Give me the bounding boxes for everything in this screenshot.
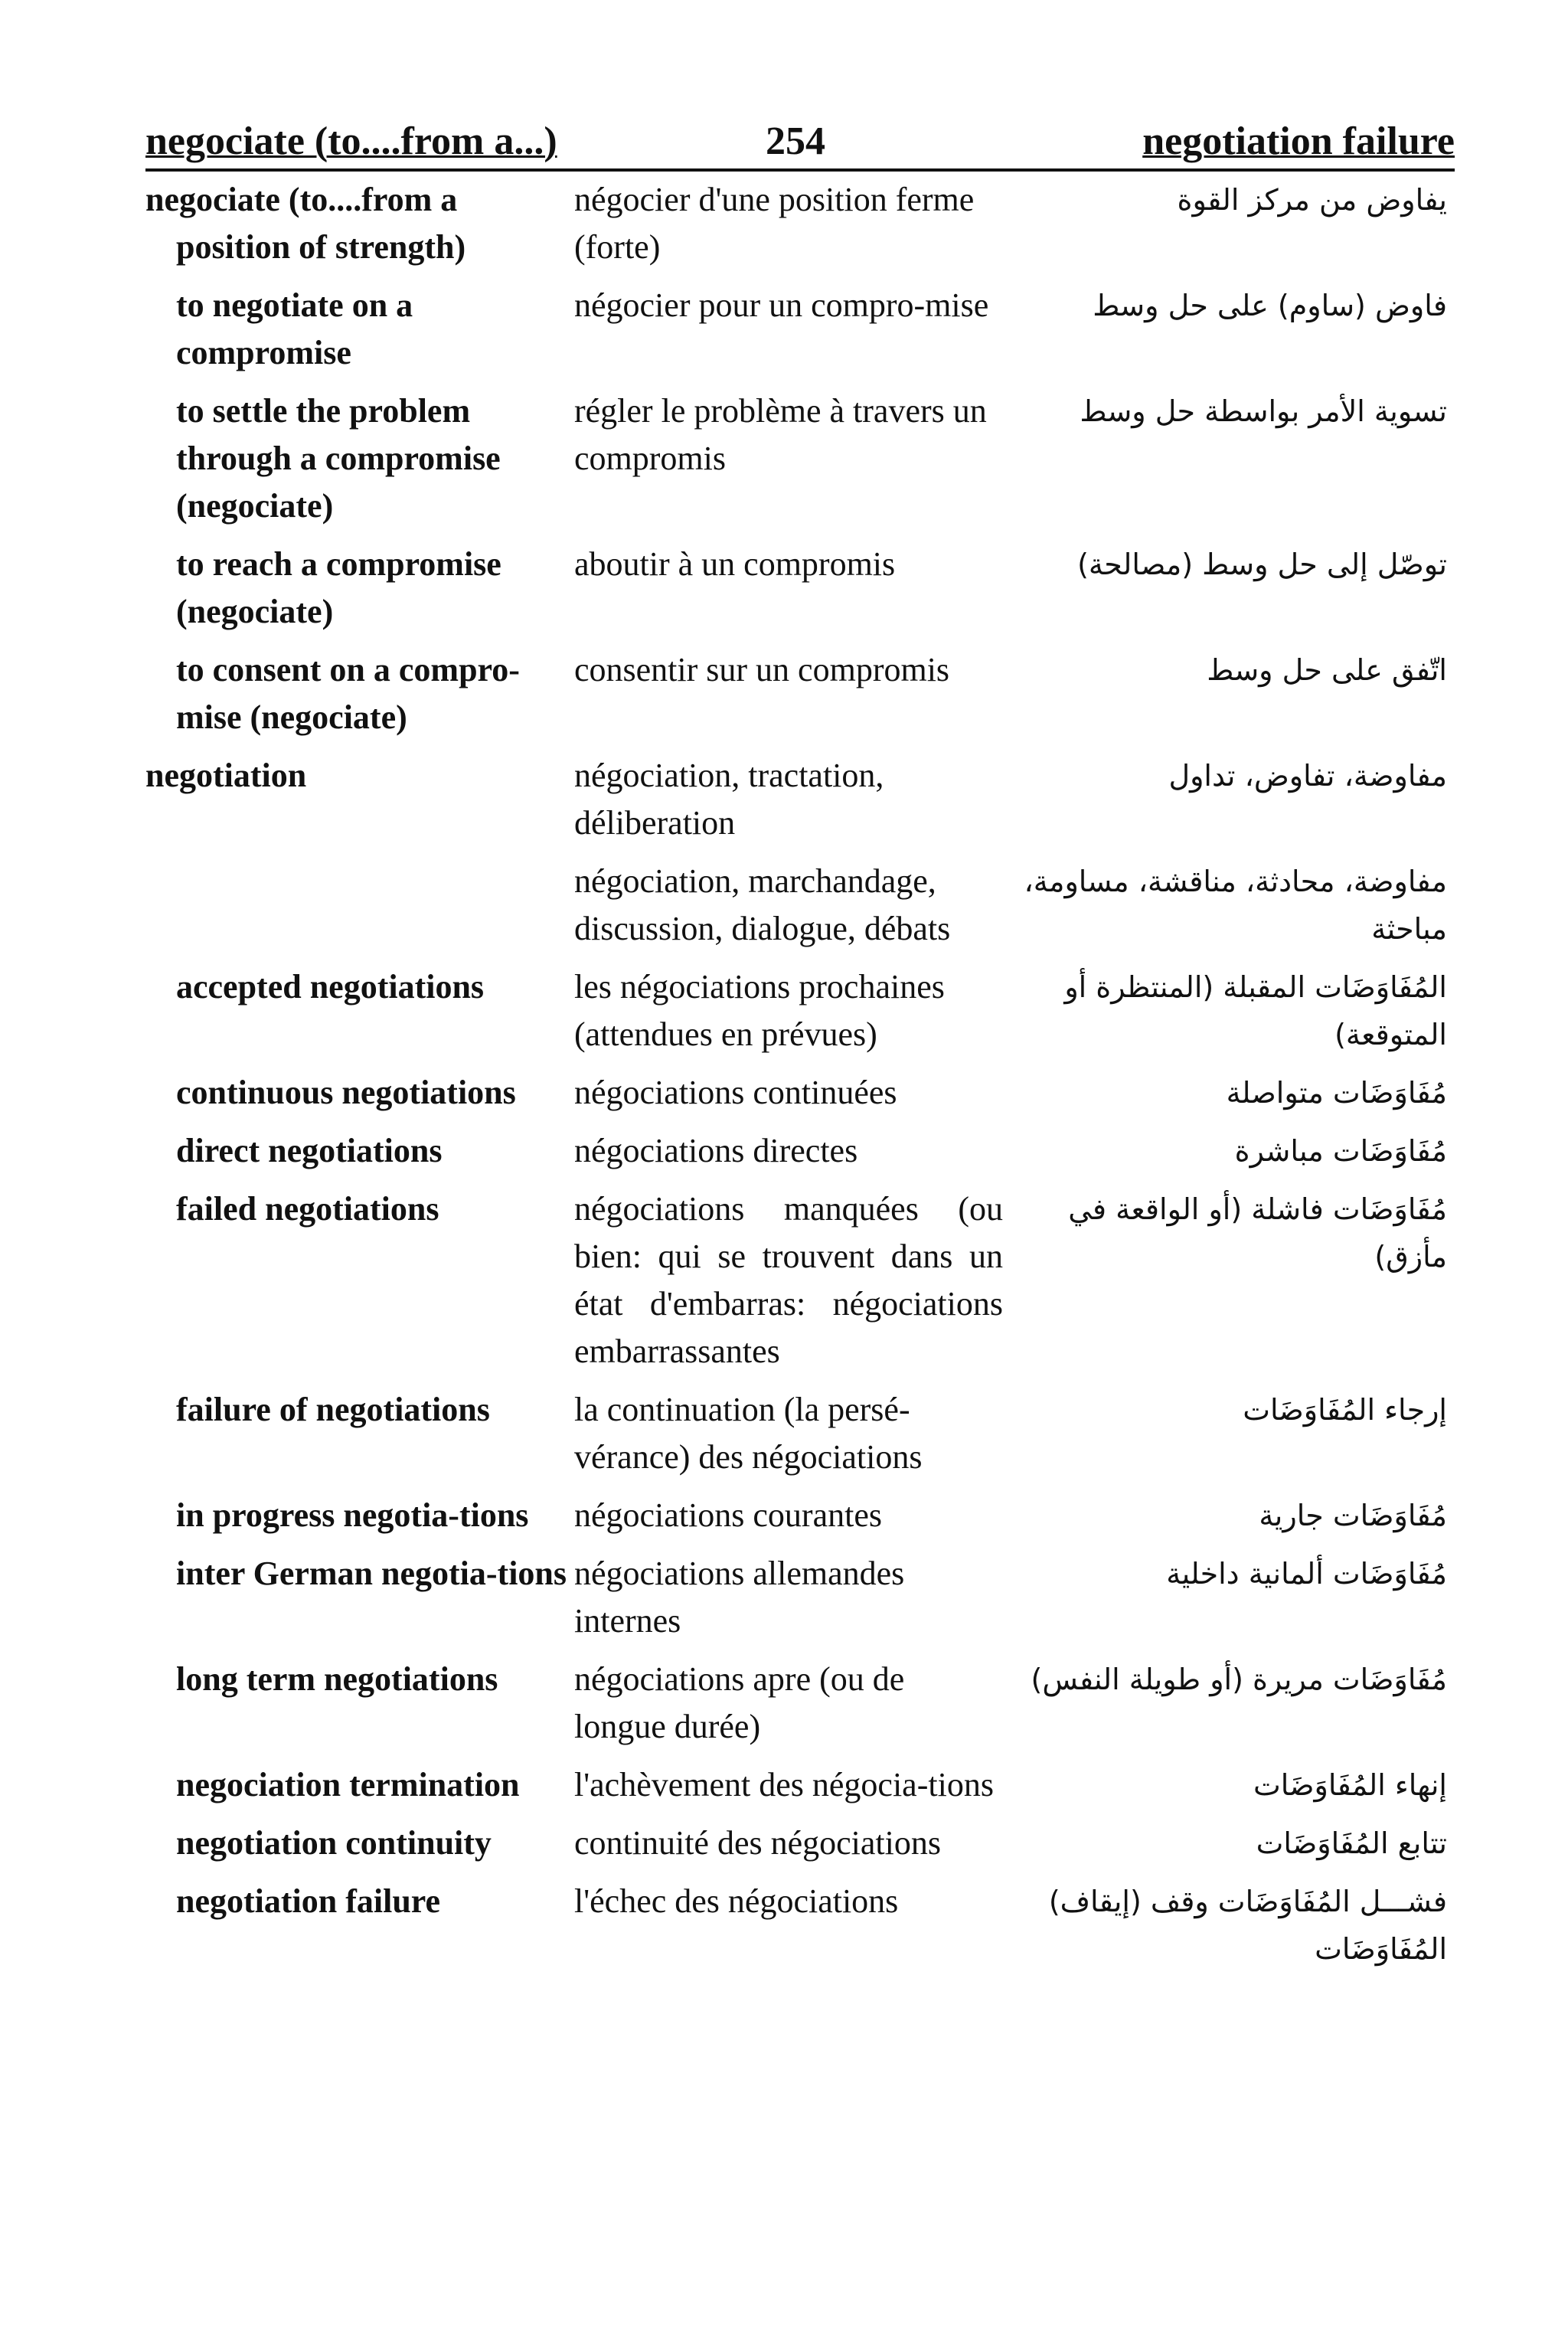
entry-french: continuité des négociations xyxy=(574,1824,941,1862)
dictionary-page xyxy=(145,115,1455,1983)
entry-french: négociation, marchandage, discussion, dialogue, débats xyxy=(574,862,951,947)
entry-row xyxy=(145,858,1455,953)
entry-arabic: إنهاء المُفَاوَضَات xyxy=(1253,1768,1447,1802)
entry-arabic: إرجاء المُفَاوَضَات xyxy=(1243,1393,1447,1427)
entry-english: failed negotiations xyxy=(176,1190,439,1228)
entry-french: négociations apre (ou de longue durée) xyxy=(574,1660,905,1745)
entry-arabic: مُفَاوَضَات فاشلة (أو الواقعة في مأزق) xyxy=(1068,1192,1447,1274)
entry-arabic: المُفَاوَضَات المقبلة (المنتظرة أو المتوقعة) xyxy=(1064,970,1447,1051)
entry-french: négociations courantes xyxy=(574,1496,882,1534)
entry-english: to reach a compromise (negociate) xyxy=(176,545,501,630)
entry-english: continuous negotiations xyxy=(176,1074,516,1111)
entry-french: l'achèvement des négocia-tions xyxy=(574,1766,994,1803)
entry-row xyxy=(145,1878,1455,1973)
entry-arabic: تتابع المُفَاوَضَات xyxy=(1256,1826,1447,1860)
entry-arabic: مفاوضة، محادثة، مناقشة، مساومة، مباحثة xyxy=(1024,865,1447,946)
entry-french: l'échec des négociations xyxy=(574,1882,899,1920)
entry-french: négociation, tractation, déliberation xyxy=(574,757,884,842)
entry-french: régler le problème à travers un compromis xyxy=(574,392,987,477)
entry-row xyxy=(145,752,1455,847)
entry-arabic: توصّل إلى حل وسط (مصالحة) xyxy=(1077,548,1447,581)
entry-french: négociations continuées xyxy=(574,1074,897,1111)
entry-french: consentir sur un compromis xyxy=(574,651,950,688)
entry-row xyxy=(145,1492,1455,1539)
entry-row xyxy=(145,1127,1455,1175)
entry-row xyxy=(145,541,1455,636)
entry-french: négocier pour un compro-mise xyxy=(574,286,989,324)
entry-arabic: فشـــل المُفَاوَضَات وقف (إيقاف) المُفَاوَضَات xyxy=(1048,1885,1447,1966)
entry-arabic: مُفَاوَضَات جارية xyxy=(1259,1499,1447,1532)
entry-row xyxy=(145,646,1455,741)
page-number: 254 xyxy=(766,119,825,163)
entry-row xyxy=(145,1386,1455,1481)
entry-row xyxy=(145,387,1455,530)
entry-list xyxy=(145,176,1455,1973)
entry-english: in progress negotia-tions xyxy=(176,1496,529,1534)
entry-row xyxy=(145,282,1455,377)
entry-english: to consent on a compro-mise (negociate) xyxy=(176,651,520,736)
page-header xyxy=(145,115,1455,172)
entry-row xyxy=(145,1820,1455,1867)
entry-row xyxy=(145,1550,1455,1645)
entry-french: négociations manquées (ou bien: qui se trouvent dans un état d'embarras: négociations embarrassantes xyxy=(574,1190,1003,1370)
entry-english: accepted negotiations xyxy=(176,968,485,1006)
header-last-entry: negotiation failure xyxy=(1142,119,1455,163)
entry-arabic: مُفَاوَضَات مريرة (أو طويلة النفس) xyxy=(1031,1663,1447,1696)
entry-row xyxy=(145,963,1455,1058)
entry-arabic: مُفَاوَضَات مباشرة xyxy=(1234,1134,1447,1168)
entry-arabic: مُفَاوَضَات متواصلة xyxy=(1226,1076,1447,1110)
entry-french: négociations directes xyxy=(574,1132,858,1169)
entry-english: to negotiate on a compromise xyxy=(176,286,413,371)
entry-arabic: تسوية الأمر بواسطة حل وسط xyxy=(1080,394,1447,428)
entry-english: failure of negotiations xyxy=(176,1391,490,1428)
entry-english: inter German negotia-tions xyxy=(176,1555,567,1592)
entry-french: négocier d'une position ferme (forte) xyxy=(574,181,975,266)
entry-arabic: اتّفق على حل وسط xyxy=(1207,653,1447,687)
entry-arabic: مفاوضة، تفاوض، تداول xyxy=(1168,759,1447,793)
entry-row xyxy=(145,1761,1455,1809)
entry-english: negotiation continuity xyxy=(176,1824,492,1862)
entry-arabic: فاوض (ساوم) على حل وسط xyxy=(1093,289,1447,322)
entry-english: direct negotiations xyxy=(176,1132,443,1169)
entry-english: negociate (to....from a position of strength) xyxy=(145,181,466,266)
header-first-entry: negociate (to....from a...) xyxy=(145,119,557,163)
entry-arabic: مُفَاوَضَات ألمانية داخلية xyxy=(1166,1557,1447,1591)
entry-row xyxy=(145,176,1455,271)
entry-arabic: يفاوض من مركز القوة xyxy=(1177,183,1447,217)
entry-row xyxy=(145,1069,1455,1117)
entry-english: negociation termination xyxy=(176,1766,520,1803)
entry-french: aboutir à un compromis xyxy=(574,545,896,583)
entry-french: négociations allemandes internes xyxy=(574,1555,905,1640)
entry-french: la continuation (la persé-vérance) des négociations xyxy=(574,1391,923,1476)
entry-english: negotiation failure xyxy=(176,1882,441,1920)
entry-french: les négociations prochaines (attendues en prévues) xyxy=(574,968,945,1053)
entry-row xyxy=(145,1185,1455,1375)
entry-english: to settle the problem through a compromise (negociate) xyxy=(176,392,501,525)
entry-english: long term negotiations xyxy=(176,1660,498,1698)
entry-english: negotiation xyxy=(145,757,307,794)
entry-row xyxy=(145,1656,1455,1751)
